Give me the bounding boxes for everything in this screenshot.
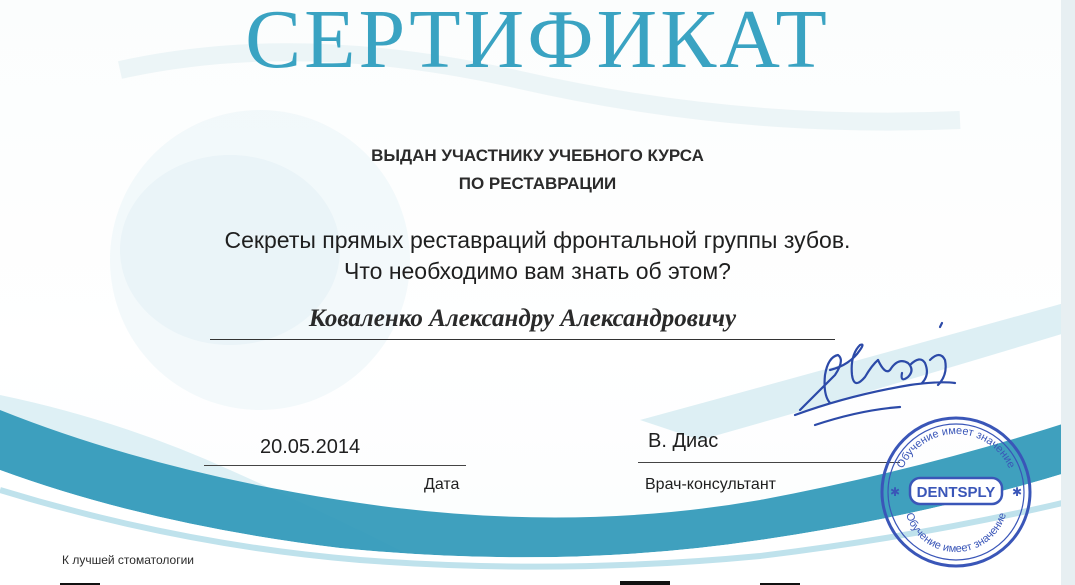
right-border-strip [1061,0,1075,585]
course-line-2: Что необходимо вам знать об этом? [344,258,731,284]
date-label: Дата [424,476,460,493]
recipient-name: Коваленко Александру Александровичу [308,305,737,332]
issued-line-1: ВЫДАН УЧАСТНИКУ УЧЕБНОГО КУРСА [371,146,704,165]
stamp-seal-icon [876,412,1036,572]
course-title [0,225,1075,287]
svg-text:✱: ✱ [1012,485,1023,499]
stamp-brand: DENTSPLY [916,484,996,501]
issued-line-2: ПО РЕСТАВРАЦИИ [458,174,617,193]
doctor-role: Врач-консультант [645,476,776,493]
tagline: К лучшей стоматологии [62,553,194,567]
date-value: 20.05.2014 [260,436,361,458]
stamp-ring-bottom: Обучение имеет значение [902,511,1009,556]
certificate-title: СЕРТИФИКАТ [245,0,830,86]
doctor-name: В. Диас [648,430,719,452]
doctor-underline [638,462,900,463]
svg-text:✱: ✱ [890,485,901,499]
stamp-ring-top: Обучение имеет значение [894,424,1018,471]
issued-statement [0,142,1075,198]
date-underline [204,465,466,466]
brand-logo-cropped [60,570,960,585]
recipient-underline [210,339,835,340]
course-line-1: Секреты прямых реставраций фронтальной группы зубов. [224,227,851,253]
